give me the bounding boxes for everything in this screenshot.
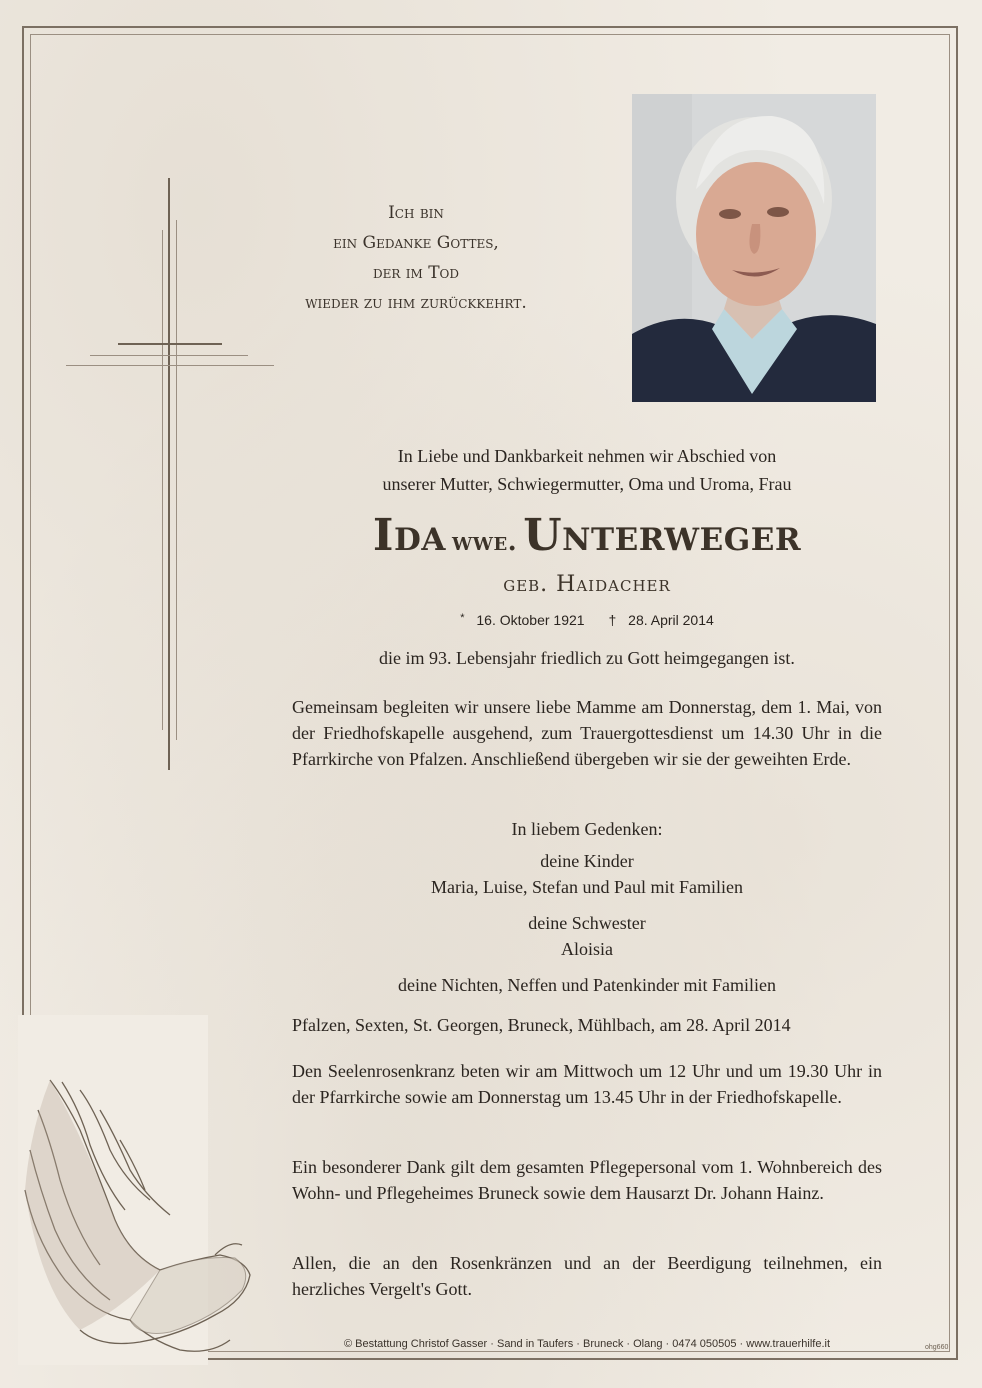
closing-paragraph: Allen, die an den Rosenkränzen und an der Beerdigung teilnehmen, ein herzliches Vergelt's Gott.: [292, 1253, 882, 1299]
rosary-paragraph: Den Seelenrosenkranz beten wir am Mittwoch um 12 Uhr und um 19.30 Uhr in der Pfarrkirche sowie am Donnerstag um 13.45 Uhr in der Friedhofskapelle.: [292, 1061, 882, 1107]
death-date: 28. April 2014: [628, 612, 714, 628]
death-cross-icon: †: [608, 612, 617, 628]
footer-credit: © Bestattung Christof Gasser · Sand in Taufers · Bruneck · Olang · 0474 050505 · www.trauerhilfe.it: [343, 1338, 831, 1350]
quote-line: Ich bin: [388, 203, 444, 223]
life-dates: [292, 612, 882, 628]
birth-star-icon: *: [460, 612, 465, 624]
birth-name: geb. Haidacher: [503, 572, 671, 597]
age-line: die im 93. Lebensjahr friedlich zu Gott heimgegangen ist.: [379, 648, 795, 668]
children-label: deine Kinder: [540, 851, 634, 871]
portrait-photo: [632, 94, 876, 402]
intro-line: In Liebe und Dankbarkeit nehmen wir Abschied von: [397, 446, 777, 466]
place-date: Pfalzen, Sexten, St. Georgen, Bruneck, Mühlbach, am 28. April 2014: [292, 1015, 791, 1035]
deceased-name: [292, 510, 882, 561]
sister-name: Aloisia: [561, 939, 613, 959]
bible-quote: [300, 198, 532, 318]
thanks-paragraph: Ein besonderer Dank gilt dem gesamten Pflegepersonal vom 1. Wohnbereich des Wohn- und Pflegeheimes Bruneck sowie dem Hausarzt Dr. Johann Hainz.: [292, 1157, 882, 1203]
name-prefix: wwe.: [452, 527, 518, 557]
quote-line: ein Gedanke Gottes,: [333, 233, 499, 253]
mourners-heading: In liebem Gedenken:: [511, 819, 663, 839]
quote-line: der im Tod: [372, 263, 460, 283]
quote-line: wieder zu ihm zurückkehrt.: [305, 293, 527, 313]
intro-text: [292, 442, 882, 498]
other-mourners: deine Nichten, Neffen und Patenkinder mit Familien: [397, 975, 777, 995]
first-name: Ida: [372, 510, 446, 561]
mourners-block: [292, 816, 882, 998]
birth-date: 16. Oktober 1921: [476, 612, 585, 628]
sister-label: deine Schwester: [528, 913, 646, 933]
last-name: Unterweger: [523, 510, 802, 561]
funeral-paragraph: Gemeinsam begleiten wir unsere liebe Mamme am Donnerstag, dem 1. Mai, von der Friedhofskapelle ausgehend, zum Trauergottesdienst um 14.30 Uhr in die Pfarrkirche von Pfalzen. Anschließend übergeben wir sie der geweihten Erde.: [292, 697, 882, 769]
template-code: ohg660: [925, 1344, 949, 1351]
praying-hands-icon: [20, 1070, 260, 1370]
children-names: Maria, Luise, Stefan und Paul mit Familien: [431, 877, 743, 897]
intro-line: unserer Mutter, Schwiegermutter, Oma und Uroma, Frau: [382, 474, 792, 494]
